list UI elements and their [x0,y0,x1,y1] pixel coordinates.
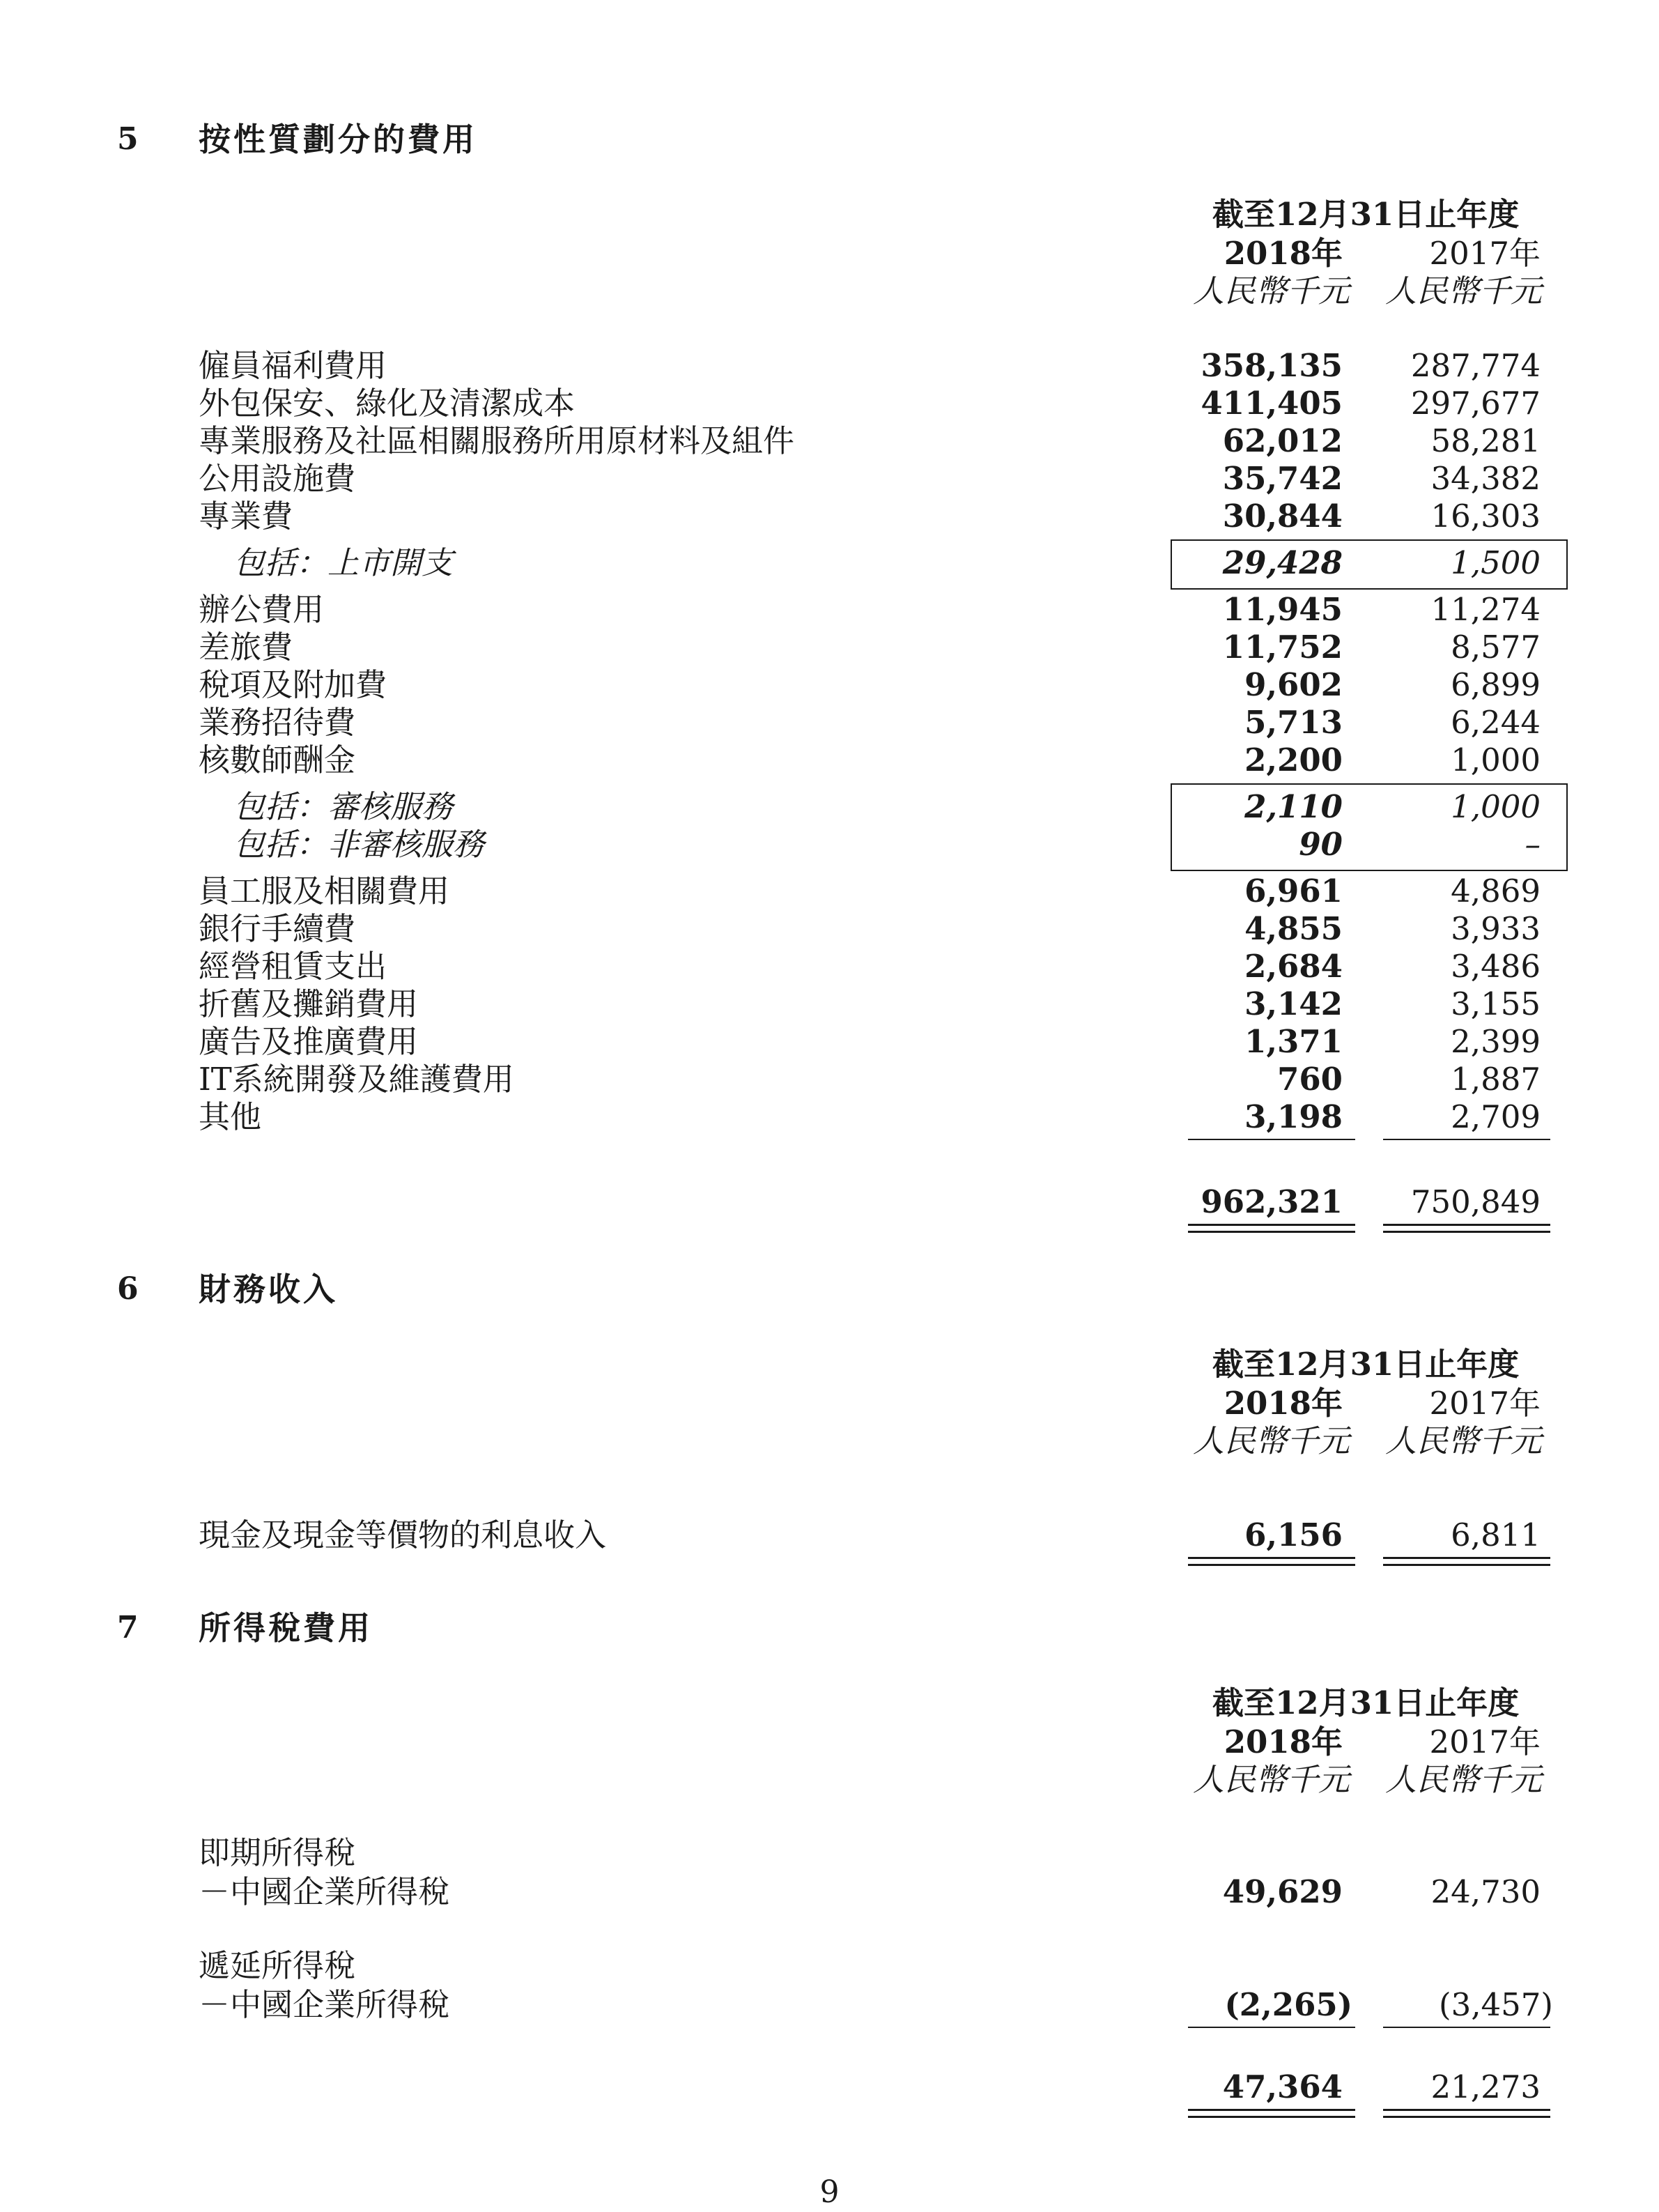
total-rule [1383,1224,1550,1226]
total-rule [1383,1231,1550,1233]
page-number: 9 [819,2174,840,2210]
row-label: 專業費 [199,498,293,535]
total-rule [1383,2116,1550,2118]
row-label: 辦公費用 [199,591,325,628]
row-label: 公用設施費 [199,460,356,497]
subtotal-rule [1383,2027,1550,2028]
subtotal-rule [1383,1139,1550,1140]
value-2017: 11,274 [1430,591,1541,628]
year-2017-header: 2017年 [1429,1385,1541,1422]
row-label: 包括：非審核服務 [233,826,485,863]
value-2018: 35,742 [1222,460,1343,497]
value-2018: 5,713 [1244,704,1343,741]
value-2018: 30,844 [1222,498,1343,535]
value-2018: 3,198 [1244,1098,1343,1135]
period-header: 截至12月31日止年度 [1212,1346,1520,1383]
value-2018: 358,135 [1201,347,1343,384]
row-label: 專業服務及社區相關服務所用原材料及組件 [199,422,795,459]
value-2018: 2,200 [1244,742,1343,778]
row-label: 折舊及攤銷費用 [199,985,419,1022]
value-2018: 4,855 [1244,910,1343,947]
value-2017: 4,869 [1451,873,1541,909]
value-2017: – [1525,826,1541,863]
row-label: 業務招待費 [199,704,356,741]
value-2017: 58,281 [1430,422,1541,459]
period-header: 截至12月31日止年度 [1212,1684,1520,1721]
interest-income-2017: 6,811 [1451,1516,1541,1553]
value-2017: 6,244 [1451,704,1541,741]
year-2017-header: 2017年 [1429,1723,1541,1760]
total-rule [1383,1557,1550,1559]
total-rule [1383,1564,1550,1566]
value-2018: 9,602 [1244,666,1343,703]
section-5-number: 5 [117,121,139,157]
value-2017: 1,000 [1451,742,1541,778]
value-2018: 29,428 [1222,544,1343,581]
total-2018: 962,321 [1201,1183,1343,1220]
section-7-title: 所得稅費用 [199,1609,373,1647]
total-rule [1188,1224,1355,1226]
value-2018: 11,752 [1222,629,1343,666]
value-2018: 1,371 [1244,1023,1343,1060]
total-rule [1188,2109,1355,2111]
subtotal-rule [1188,1139,1355,1140]
tax-total-2017: 21,273 [1430,2068,1541,2105]
value-2017: 2,399 [1451,1023,1541,1060]
row-label: 包括：審核服務 [233,788,454,825]
value-2018: 2,110 [1244,788,1343,825]
row-label: 包括：上市開支 [233,544,454,581]
section-5-title: 按性質劃分的費用 [199,121,477,158]
value-2018: 11,945 [1222,591,1343,628]
unit-2018-header: 人民幣千元 [1192,1761,1350,1798]
value-2018: 3,142 [1244,985,1343,1022]
row-label: 外包保安、綠化及清潔成本 [199,385,576,422]
row-label: 員工服及相關費用 [199,873,450,909]
value-2017: 1,887 [1451,1061,1541,1098]
total-rule [1188,1557,1355,1559]
value-2018: 62,012 [1222,422,1343,459]
value-2017: 34,382 [1430,460,1541,497]
value-2018: 411,405 [1201,385,1343,422]
unit-2017-header: 人民幣千元 [1384,272,1542,309]
unit-2018-header: 人民幣千元 [1192,1422,1350,1459]
row-label: 核數師酬金 [199,742,356,778]
unit-2018-header: 人民幣千元 [1192,272,1350,309]
row-label: IT系統開發及維護費用 [199,1061,514,1098]
deferred-tax-2018: (2,265) [1224,1986,1352,2023]
subtotal-rule [1188,2027,1355,2028]
value-2018: 6,961 [1244,873,1343,909]
value-2017: 287,774 [1410,347,1541,384]
value-2017: 8,577 [1451,629,1541,666]
row-label: 稅項及附加費 [199,666,387,703]
row-label: 僱員福利費用 [199,347,387,384]
current-tax-2018: 49,629 [1222,1873,1343,1910]
deferred-tax-label: 遞延所得稅 [199,1947,356,1984]
section-6-title: 財務收入 [199,1270,338,1308]
value-2017: 6,899 [1451,666,1541,703]
row-label: 銀行手續費 [199,910,356,947]
year-2018-header: 2018年 [1224,1385,1343,1422]
interest-income-2018: 6,156 [1244,1516,1343,1553]
row-label: 差旅費 [199,629,293,666]
section-7-number: 7 [117,1610,139,1645]
value-2017: 2,709 [1451,1098,1541,1135]
section-6-number: 6 [117,1271,139,1307]
deferred-tax-sub-label: －中國企業所得稅 [199,1986,450,2023]
deferred-tax-2017: (3,457) [1439,1986,1553,2023]
year-2017-header: 2017年 [1429,235,1541,272]
year-2018-header: 2018年 [1224,235,1343,272]
current-tax-label: 即期所得稅 [199,1834,356,1871]
value-2017: 16,303 [1430,498,1541,535]
total-2017: 750,849 [1410,1183,1541,1220]
row-label: 廣告及推廣費用 [199,1023,419,1060]
tax-total-2018: 47,364 [1222,2068,1343,2105]
unit-2017-header: 人民幣千元 [1384,1761,1542,1798]
row-label: 其他 [199,1098,262,1135]
total-rule [1188,2116,1355,2118]
value-2017: 297,677 [1410,385,1541,422]
value-2018: 760 [1277,1061,1343,1098]
year-2018-header: 2018年 [1224,1723,1343,1760]
value-2017: 3,486 [1451,948,1541,985]
interest-income-label: 現金及現金等價物的利息收入 [199,1516,607,1553]
unit-2017-header: 人民幣千元 [1384,1422,1542,1459]
value-2018: 90 [1299,826,1343,863]
current-tax-2017: 24,730 [1430,1873,1541,1910]
row-label: 經營租賃支出 [199,948,387,985]
total-rule [1188,1231,1355,1233]
total-rule [1383,2109,1550,2111]
value-2018: 2,684 [1244,948,1343,985]
value-2017: 3,933 [1451,910,1541,947]
value-2017: 1,000 [1451,788,1541,825]
period-header: 截至12月31日止年度 [1212,196,1520,233]
total-rule [1188,1564,1355,1566]
current-tax-sub-label: －中國企業所得稅 [199,1873,450,1910]
value-2017: 1,500 [1451,544,1541,581]
value-2017: 3,155 [1451,985,1541,1022]
